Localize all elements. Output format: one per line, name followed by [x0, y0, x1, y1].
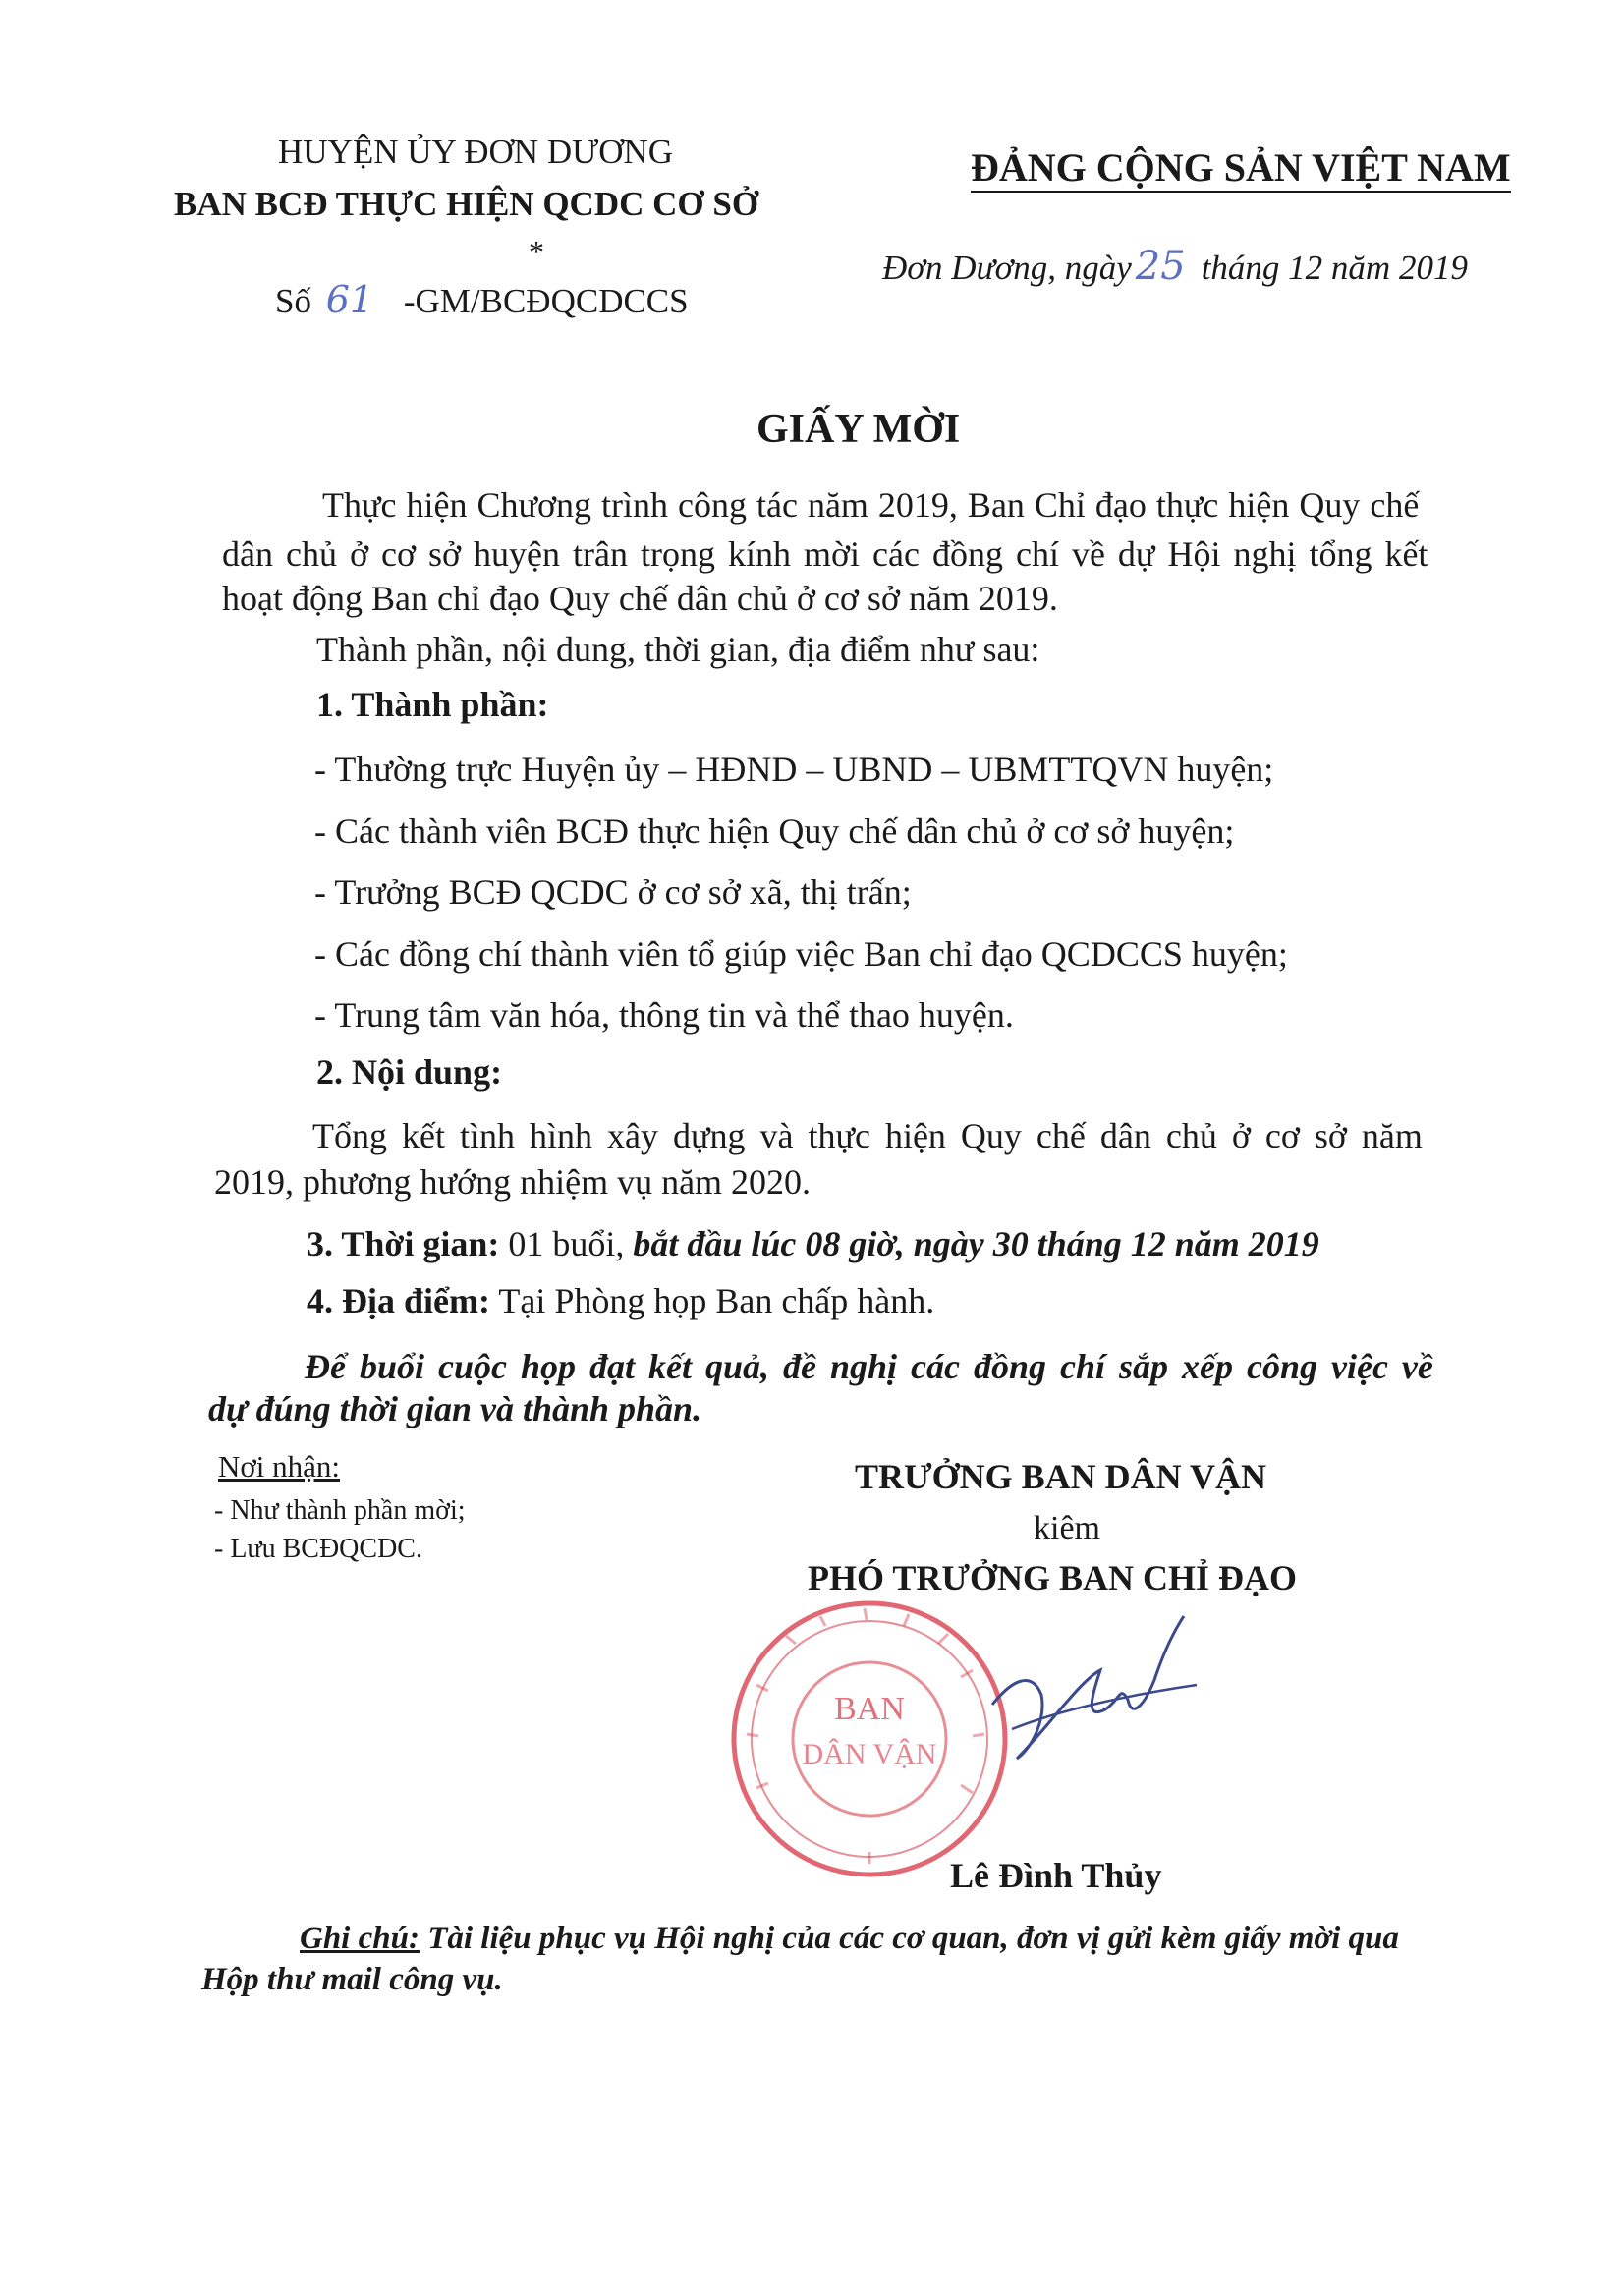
intro-line-3: hoạt động Ban chỉ đạo Quy chế dân chủ ở cơ sở năm 2019.: [222, 579, 1058, 618]
stamp-center-line2: DÂN VẬN: [802, 1738, 937, 1770]
document-title: GIẤY MỜI: [756, 407, 961, 452]
list-item: - Thường trực Huyện ủy – HĐND – UBND – UBMTTQVN huyện;: [314, 750, 1274, 789]
signer-kiem: kiêm: [1034, 1510, 1100, 1546]
section2-heading: 2. Nội dung:: [316, 1052, 503, 1092]
signer-name: Lê Đình Thủy: [950, 1856, 1162, 1895]
recipient-item: - Lưu BCĐQCDC.: [214, 1534, 422, 1564]
recipients-heading: Nơi nhận:: [218, 1449, 341, 1484]
closing-line-1: Để buổi cuộc họp đạt kết quả, đề nghị các đồng chí sắp xếp công việc về: [305, 1347, 1433, 1386]
section3-label: 3. Thời gian:: [307, 1224, 500, 1263]
date-day-handwritten: 25: [1135, 244, 1186, 289]
header-star: *: [529, 234, 544, 269]
document-number: [275, 278, 689, 321]
closing-line-2: dự đúng thời gian và thành phần.: [208, 1389, 702, 1428]
date-prefix: Đơn Dương, ngày: [882, 249, 1132, 287]
number-prefix: Số: [275, 282, 311, 320]
section4-place: [307, 1280, 934, 1321]
list-item: - Trưởng BCĐ QCDC ở cơ sở xã, thị trấn;: [314, 872, 912, 912]
lead-text: Thành phần, nội dung, thời gian, địa điểm như sau:: [316, 630, 1040, 669]
document-date: [882, 244, 1468, 289]
note-line-2: Hộp thư mail công vụ.: [201, 1962, 503, 1997]
section2-line-2: 2019, phương hướng nhiệm vụ năm 2020.: [214, 1162, 812, 1202]
section4-label: 4. Địa điểm:: [307, 1281, 490, 1320]
note-label: Ghi chú:: [300, 1921, 420, 1956]
issuer-org-line1: HUYỆN ỦY ĐƠN DƯƠNG: [278, 133, 674, 171]
section1-heading: 1. Thành phần:: [316, 685, 549, 724]
list-item: - Các thành viên BCĐ thực hiện Quy chế dân chủ ở cơ sở huyện;: [314, 812, 1235, 851]
note-line-1: [300, 1921, 1399, 1957]
number-handwritten: 61: [325, 278, 374, 321]
section3-value: 01 buổi,: [508, 1224, 625, 1263]
intro-line-1: Thực hiện Chương trình công tác năm 2019, Ban Chỉ đạo thực hiện Quy chế: [322, 485, 1420, 525]
red-seal-stamp: [727, 1596, 1012, 1881]
note-text-1: Tài liệu phục vụ Hội nghị của các cơ quan, đơn vị gửi kèm giấy mời qua: [427, 1921, 1399, 1956]
issuer-org-line2: BAN BCĐ THỰC HIỆN QCDC CƠ SỞ: [174, 185, 759, 223]
section2-line-1: Tổng kết tình hình xây dựng và thực hiện Quy chế dân chủ ở cơ sở năm: [312, 1116, 1423, 1155]
stamp-center-line1: BAN: [834, 1691, 905, 1727]
section3-value-italic: bắt đầu lúc 08 giờ, ngày 30 tháng 12 năm 2019: [633, 1224, 1319, 1263]
list-item: - Trung tâm văn hóa, thông tin và thể thao huyện.: [314, 995, 1014, 1035]
handwritten-signature: [973, 1611, 1199, 1788]
signer-title-1: TRƯỞNG BAN DÂN VẬN: [855, 1457, 1267, 1496]
intro-line-2: dân chủ ở cơ sở huyện trân trọng kính mời các đồng chí về dự Hội nghị tổng kết: [222, 534, 1428, 574]
date-suffix: tháng 12 năm 2019: [1201, 249, 1468, 287]
list-item: - Các đồng chí thành viên tổ giúp việc Ban chỉ đạo QCDCCS huyện;: [314, 934, 1288, 974]
section4-value: Tại Phòng họp Ban chấp hành.: [498, 1281, 935, 1320]
signer-title-2: PHÓ TRƯỞNG BAN CHỈ ĐẠO: [808, 1558, 1298, 1597]
section3-time: [307, 1223, 1319, 1264]
recipient-item: - Như thành phần mời;: [214, 1495, 466, 1526]
party-name: ĐẢNG CỘNG SẢN VIỆT NAM: [971, 145, 1511, 193]
number-suffix: -GM/BCĐQCDCCS: [403, 282, 689, 320]
